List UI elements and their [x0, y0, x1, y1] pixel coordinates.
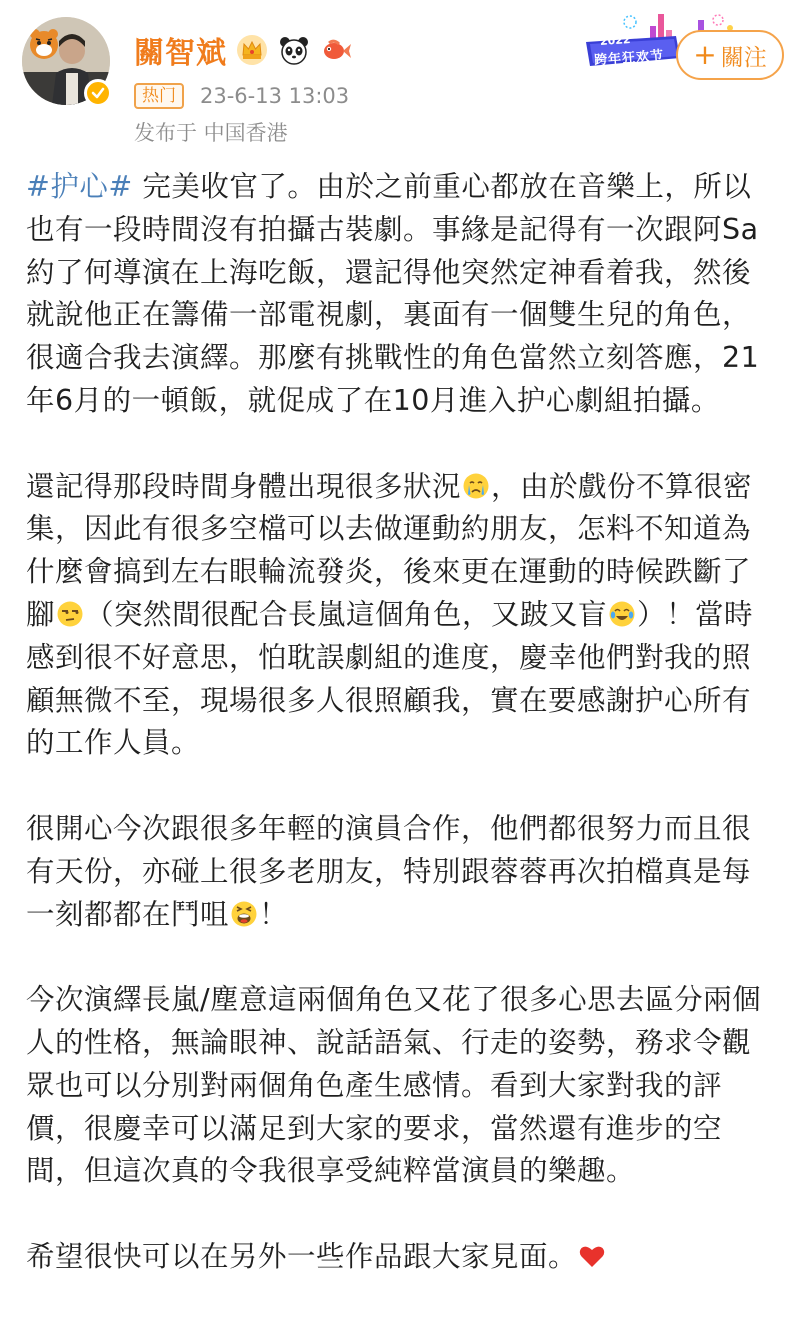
post-location: 发布于 中国香港: [134, 121, 288, 145]
laughing-emoji-icon: [230, 898, 258, 926]
post-header: [0, 0, 810, 160]
paragraph-3-text-a: 很開心今次跟很多年輕的演員合作，他們都很努力而且很有天份，亦碰上很多老朋友，特別跟蓉蓉再次拍檔真是每一刻都都在鬥咀: [26, 811, 752, 931]
post-content: [26, 166, 771, 1322]
event-banner-year: 2022: [599, 32, 632, 49]
paragraph-2-text-c: （突然間很配合長嵐這個角色，又跛又盲: [85, 597, 608, 631]
goldfish-icon[interactable]: [319, 33, 353, 67]
hot-badge: 热门: [134, 83, 184, 109]
follow-label: 關注: [720, 44, 767, 71]
verified-badge-icon: [84, 79, 112, 107]
post-meta-row: [134, 82, 349, 110]
paragraph-1: [26, 166, 771, 423]
paragraph-5-text: 希望很快可以在另外一些作品跟大家見面。: [26, 1239, 578, 1273]
panda-icon[interactable]: [277, 33, 311, 67]
plus-icon: +: [693, 38, 717, 71]
follow-button[interactable]: [676, 30, 784, 80]
author-avatar[interactable]: [22, 17, 110, 105]
event-banner-text: 跨年狂欢节: [593, 48, 665, 69]
crown-icon[interactable]: [235, 33, 269, 67]
side-eye-emoji-icon: [56, 598, 84, 626]
author-name[interactable]: 關智斌: [134, 36, 227, 71]
heart-icon: [578, 1240, 606, 1268]
paragraph-1-text: 完美收官了。由於之前重心都放在音樂上，所以也有一段時間沒有拍攝古裝劇。事緣是記得有一次跟阿Sa約了何導演在上海吃飯，還記得他突然定神看着我，然後就說他正在籌備一部電視劇，裏面有一個雙生兒的角色，很適合我去演繹。那麼有挑戰性的角色當然立刻答應，21年6月的一頓飯，就促成了在10月進入护心劇組拍攝。: [26, 170, 760, 417]
paragraph-5: [26, 1236, 771, 1279]
paragraph-2-text-d: ）！當時感到很不好意思，怕耽誤劇組的進度，慶幸他們對我的照顧無微不至，現場很多人很照顧我，實在要感謝护心所有的工作人員。: [26, 597, 754, 760]
paragraph-2-text-a: 還記得那段時間身體出現很多狀況: [26, 469, 462, 503]
paragraph-3: [26, 808, 771, 936]
crying-emoji-icon: [462, 470, 490, 498]
paragraph-3-text-b: ！: [259, 897, 289, 931]
hashtag-link[interactable]: #护心#: [26, 170, 133, 203]
paragraph-4: 今次演繹長嵐/塵意這兩個角色又花了很多心思去區分兩個人的性格，無論眼神、說話語氣、行走的姿勢，務求令觀眾也可以分別對兩個角色產生感情。看到大家對我的評價，很慶幸可以滿足到大家的要求，當然還有進步的空間，但這次真的令我很享受純粹當演員的樂趣。: [26, 983, 762, 1188]
paragraph-2: [26, 466, 771, 766]
paragraph-2-text-b: ，由於戲份不算很密集，因此有很多空檔可以去做運動約朋友，怎料不知道為什麼會搞到左右眼輪流發炎，後來更在運動的時候跌斷了腳: [26, 469, 753, 631]
laughing-crying-emoji-icon: [608, 598, 636, 626]
author-name-row: [134, 30, 353, 70]
post-timestamp: 23-6-13 13:03: [200, 84, 350, 108]
